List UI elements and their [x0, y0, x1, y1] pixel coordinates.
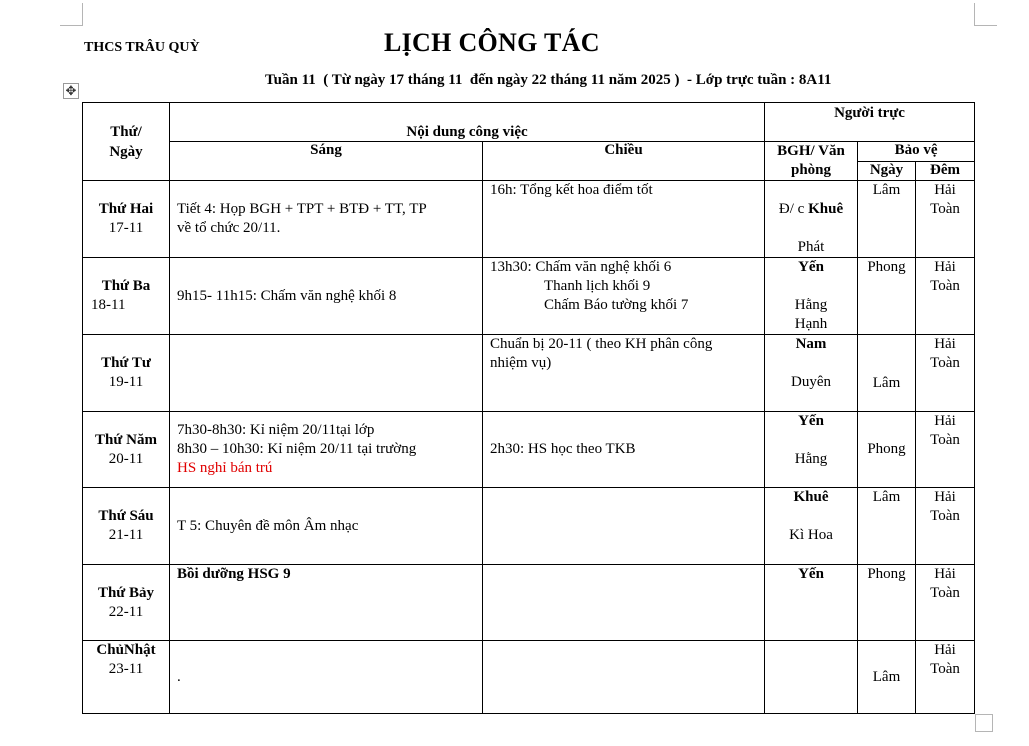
afternoon-cell: [483, 641, 765, 714]
guard-day-cell: Lâm: [858, 641, 916, 714]
guard-header: Bảo vệ: [858, 142, 975, 162]
afternoon-cell: Chuẩn bị 20-11 ( theo KH phân công nhiệm vụ): [483, 335, 765, 412]
guard-night-cell: Hải Toàn: [916, 181, 975, 258]
morning-cell: [170, 335, 483, 412]
guard-day-header: Ngày: [858, 161, 916, 181]
morning-cell: 9h15- 11h15: Chấm văn nghệ khối 8: [170, 258, 483, 335]
table-row: [83, 641, 975, 714]
guard-day-cell: Lâm: [858, 181, 916, 258]
admin-cell: Yến Hằng Hạnh: [765, 258, 858, 335]
guard-night-cell: Hải Toàn: [916, 335, 975, 412]
day-column-header: Thứ/ Ngày: [83, 103, 170, 181]
afternoon-cell: [483, 488, 765, 565]
afternoon-cell: 2h30: HS học theo TKB: [483, 412, 765, 488]
guard-night-header: Đêm: [916, 161, 975, 181]
table-move-handle-icon[interactable]: ✥: [63, 83, 79, 99]
admin-cell: Yến Hằng: [765, 412, 858, 488]
morning-cell: Tiết 4: Họp BGH + TPT + BTĐ + TT, TP về tổ chức 20/11.: [170, 181, 483, 258]
crop-mark-top-left: [60, 3, 83, 26]
guard-night-cell: Hải Toàn: [916, 258, 975, 335]
afternoon-header: Chiều: [483, 142, 765, 181]
day-cell: Thứ Tư 19-11: [83, 335, 170, 412]
day-cell: Thứ Bảy 22-11: [83, 565, 170, 641]
afternoon-cell: 16h: Tổng kết hoa điểm tốt: [483, 181, 765, 258]
guard-night-cell: Hải Toàn: [916, 641, 975, 714]
morning-header: Sáng: [170, 142, 483, 181]
admin-cell: Nam Duyên: [765, 335, 858, 412]
schedule-table: [82, 102, 975, 714]
day-cell: Thứ Ba 18-11: [83, 258, 170, 335]
guard-day-cell: Phong: [858, 412, 916, 488]
page-title: LỊCH CÔNG TÁC: [384, 28, 600, 57]
admin-header: BGH/ Văn phòng: [765, 142, 858, 181]
table-row: [83, 565, 975, 641]
morning-cell: T 5: Chuyên đề môn Âm nhạc: [170, 488, 483, 565]
admin-cell: Yến: [765, 565, 858, 641]
on-duty-header: Người trực: [765, 103, 975, 142]
table-row: [83, 258, 975, 335]
day-cell: ChủNhật 23-11: [83, 641, 170, 714]
table-row: [83, 181, 975, 258]
admin-cell: Đ/ c Khuê Phát: [765, 181, 858, 258]
afternoon-cell: 13h30: Chấm văn nghệ khối 6 Thanh lịch khối 9 Chấm Báo tường khối 7: [483, 258, 765, 335]
crop-mark-bottom-right: [975, 714, 993, 732]
morning-note-red: HS nghỉ bán trú: [177, 460, 273, 476]
afternoon-cell: [483, 565, 765, 641]
table-row: [83, 412, 975, 488]
school-name: THCS TRÂU QUỲ: [84, 40, 200, 55]
guard-day-cell: Phong: [858, 258, 916, 335]
morning-cell: 7h30-8h30: Kỉ niệm 20/11tại lớp 8h30 – 10h30: Kỉ niệm 20/11 tại trường HS nghỉ bán trú: [170, 412, 483, 488]
morning-cell: .: [170, 641, 483, 714]
guard-day-cell: Lâm: [858, 488, 916, 565]
admin-cell: Khuê Kì Hoa: [765, 488, 858, 565]
day-cell: Thứ Năm 20-11: [83, 412, 170, 488]
work-content-header: Nội dung công việc: [170, 103, 765, 142]
day-cell: Thứ Sáu 21-11: [83, 488, 170, 565]
crop-mark-top-right: [974, 3, 997, 26]
week-subtitle: Tuần 11 ( Từ ngày 17 tháng 11 đến ngày 22 tháng 11 năm 2025 ) - Lớp trực tuần : 8A11: [265, 72, 832, 88]
guard-day-cell: Lâm: [858, 335, 916, 412]
guard-night-cell: Hải Toàn: [916, 412, 975, 488]
day-cell: Thứ Hai 17-11: [83, 181, 170, 258]
guard-night-cell: Hải Toàn: [916, 565, 975, 641]
table-row: [83, 488, 975, 565]
morning-cell: Bồi dưỡng HSG 9: [170, 565, 483, 641]
admin-cell: [765, 641, 858, 714]
guard-day-cell: Phong: [858, 565, 916, 641]
guard-night-cell: Hải Toàn: [916, 488, 975, 565]
table-row: [83, 335, 975, 412]
